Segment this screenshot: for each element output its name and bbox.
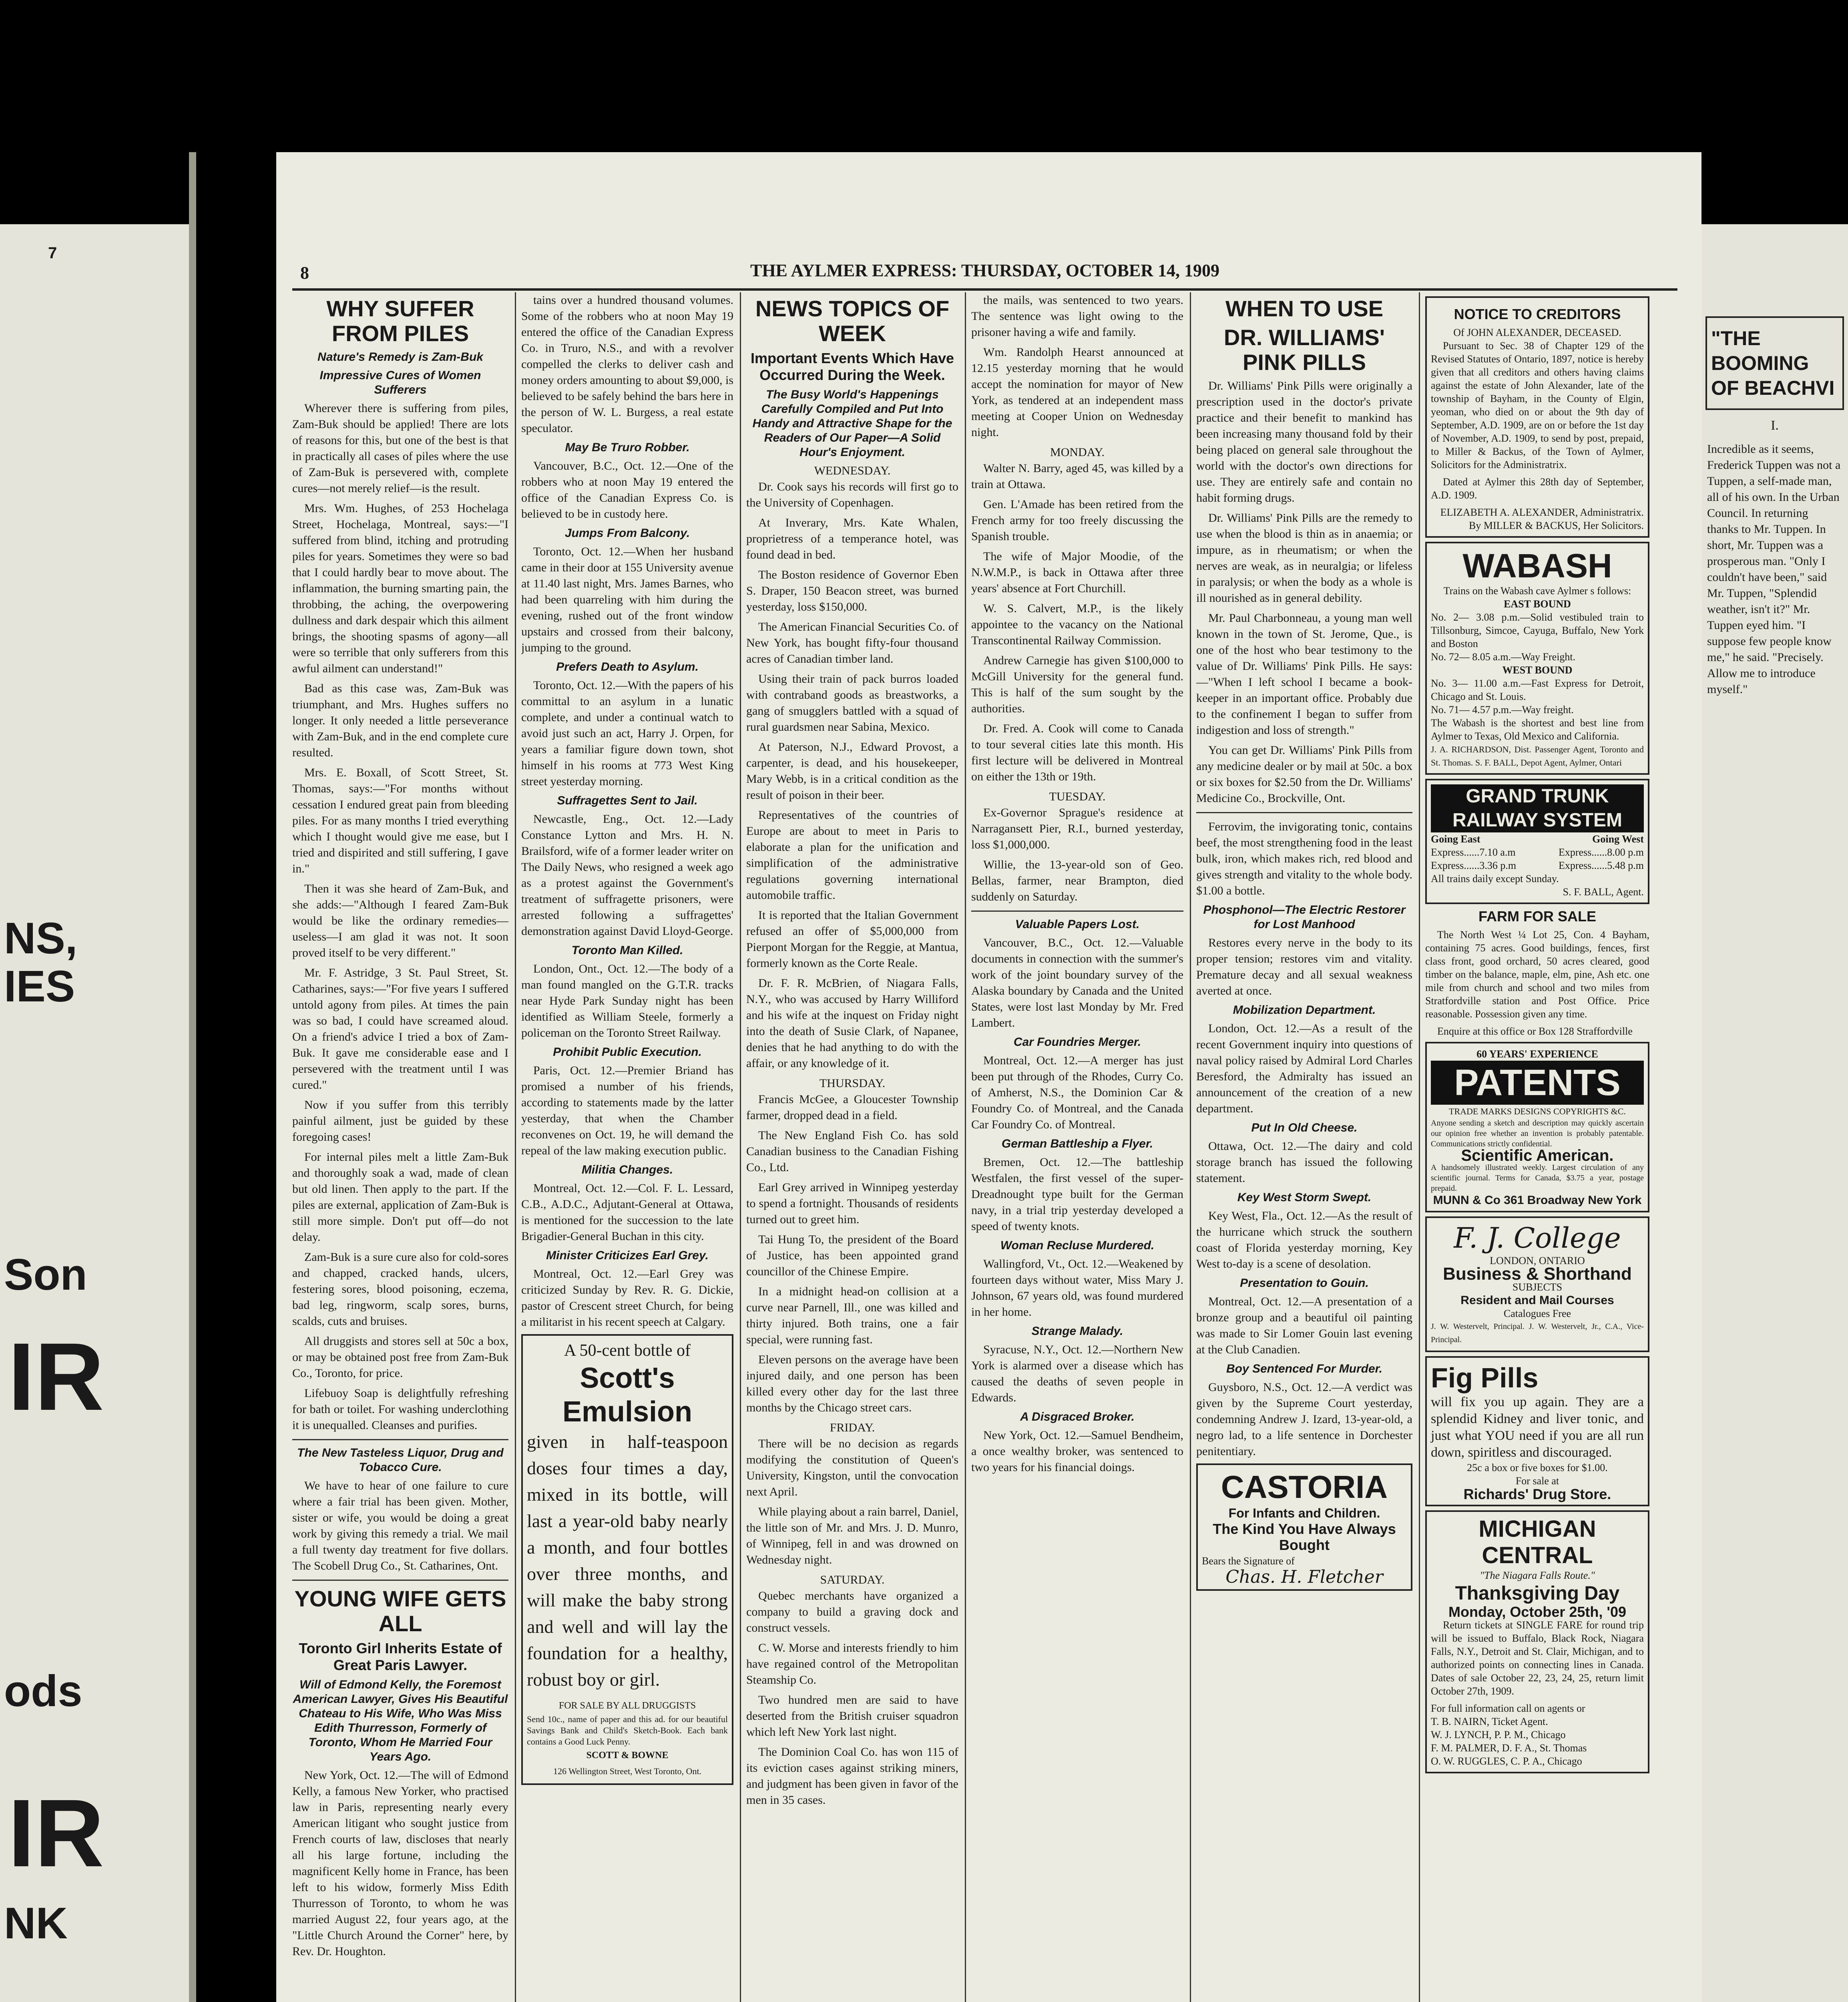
subhead-mobilization: Mobilization Department.	[1233, 1003, 1376, 1017]
paragraph: There will be no decision as regards modifying the constitution of Queen's University, Kingston, until the convocation next April.	[746, 1437, 958, 1498]
grand-trunk-headers	[1431, 832, 1644, 846]
headline-piles: WHY SUFFER FROM PILES	[326, 296, 474, 346]
book-spine	[189, 152, 196, 2002]
column-3	[746, 292, 958, 2002]
subhead-important-events: Important Events Which Have Occurred During the Week.	[750, 350, 954, 383]
newspaper-page	[276, 152, 1701, 2002]
paragraph: Paris, Oct. 12.—Premier Briand has promised a number of his friends, according to statements made by the latter yesterday, that when the Chamber reconvenes on Oct. 19, he will demand the repeal of the law making execution public.	[521, 1064, 733, 1157]
wabash-row: WEST BOUND	[1502, 664, 1573, 676]
headline-news-topics: NEWS TOPICS OF WEEK	[755, 296, 950, 346]
paragraph: Now if you suffer from this terribly painful ailment, just be guided by these foregoing cases!	[292, 1098, 508, 1144]
left-fragment-4: IR	[8, 1323, 104, 1430]
grand-trunk-row	[1431, 846, 1644, 859]
left-fragment-2: IES	[4, 962, 75, 1011]
paragraph: Syracuse, N.Y., Oct. 12.—Northern New York is alarmed over a disease which has caused the deaths of seven people in Edwards.	[971, 1343, 1183, 1404]
day-heading: FRIDAY.	[830, 1421, 875, 1434]
paragraph: Quebec merchants have organized a company to build a graving dock and construct vessels.	[746, 1589, 958, 1634]
castoria-title: CASTORIA	[1221, 1469, 1388, 1505]
michigan-central-agent: F. M. PALMER, D. F. A., St. Thomas	[1431, 1742, 1587, 1754]
right-page-fragment	[1701, 224, 1848, 2002]
college-subtitle: Business & Shorthand	[1443, 1264, 1632, 1284]
ad-title: Scott's Emulsion	[562, 1362, 693, 1428]
paragraph: Vancouver, B.C., Oct. 12.—Valuable documents in connection with the summer's work of the joint boundary survey of the Alaska boundary by Canada and the United States, were lost last Monday by Mr. Fred Lambert.	[971, 936, 1183, 1029]
masthead	[292, 260, 1677, 291]
column-rule	[1190, 292, 1191, 2002]
subhead-cures: Impressive Cures of Women Sufferers	[319, 369, 481, 396]
paragraph: Willie, the 13-year-old son of Geo. Bellas, farmer, near Brampton, died suddenly on Saturday.	[971, 858, 1183, 903]
grand-trunk-agent: S. F. BALL, Agent.	[1563, 886, 1644, 898]
subhead-broker: A Disgraced Broker.	[1020, 1410, 1135, 1423]
paragraph: Tai Hung To, the president of the Board of Justice, has been appointed grand councillor of the Chinese Empire.	[746, 1233, 958, 1278]
paragraph: It is reported that the Italian Government refused an offer of $5,000,000 from Pierpont Morgan for the Reggie, at Mantua, formerly known as the Corte Reale.	[746, 909, 958, 970]
wabash-row: No. 2— 3.08 p.m.—Solid vestibuled train to Tillsonburg, Simcoe, Cayuga, Buffalo, New York and Boston	[1431, 611, 1644, 649]
michigan-central-agent: T. B. NAIRN, Ticket Agent.	[1431, 1716, 1548, 1727]
paragraph: C. W. Morse and interests friendly to him have regained control of the Metropolitan Steamship Co.	[746, 1641, 958, 1686]
ad-signature: SCOTT & BOWNE	[586, 1750, 669, 1761]
grand-trunk-time: Express......8.00 p.m	[1558, 846, 1644, 858]
michigan-central-ad	[1425, 1510, 1649, 1773]
notice-solicitors: By MILLER & BACKUS, Her Solicitors.	[1469, 520, 1644, 531]
headline-when-to-use: WHEN TO USE	[1225, 296, 1384, 321]
grand-trunk-time: Express......3.36 p.m	[1431, 860, 1517, 871]
notice-subtitle: Of JOHN ALEXANDER, DECEASED.	[1453, 327, 1621, 338]
scotts-emulsion-ad	[521, 1334, 733, 1785]
day-heading: SATURDAY.	[820, 1573, 885, 1586]
ad-body: given in half-teaspoon doses four times a day, mixed in its bottle, will last a year-old baby nearly a month, and four bottles over three months, and will make the baby strong and well and will lay the foundation for a healthy, robust boy or girl.	[527, 1431, 728, 1690]
paragraph: Dr. Williams' Pink Pills were originally a prescription used in the doctor's private practice and their benefit to mankind has been increasing many thousand fold by their being placed on general sale throughout the world with the doctor's own directions for use. They are entirely safe and contain no habit forming drugs.	[1196, 379, 1412, 505]
paragraph: Ottawa, Oct. 12.—The dairy and cold storage branch has issued the following statement.	[1196, 1140, 1412, 1185]
grand-trunk-timetable	[1425, 779, 1649, 904]
headline-young-wife: YOUNG WIFE GETS ALL	[294, 1586, 506, 1636]
divider	[1196, 812, 1412, 813]
michigan-central-info: For full information call on agents or	[1431, 1703, 1585, 1714]
paragraph: New York, Oct. 12.—Samuel Bendheim, a once wealthy broker, was sentenced to two years for his financial doings.	[971, 1429, 1183, 1474]
paragraph: Key West, Fla., Oct. 12.—As the result of the hurricane which struck the southern coast of Florida yesterday morning, Key West to-day is a scene of desolation.	[1196, 1209, 1412, 1270]
paragraph: New York, Oct. 12.—The will of Edmond Kelly, a famous New Yorker, who practised law in Paris, representing nearly every American litigant who sought justice from French courts of law, discloses that nearly all his large fortune, including the magnificent Kelly home in France, has been left to his widow, formerly Miss Edith Thurresson of Toronto, to whom he was married August 22, four years ago, at the "Little Church Around the Corner" here, by Rev. Dr. Houghton.	[292, 1769, 508, 1958]
paragraph: The Boston residence of Governor Eben S. Draper, 150 Beacon street, was burned yesterday, loss $150,000.	[746, 568, 958, 613]
column-rule	[515, 292, 516, 2002]
subhead-kelly-will: Will of Edmond Kelly, the Foremost American Lawyer, Gives His Beautiful Chateau to His Wife, Who Was Miss Edith Thurresson, Formerly of Toronto, Whom He Married Four Years Ago.	[293, 1678, 508, 1763]
paragraph: Wm. Randolph Hearst announced at 12.15 yesterday morning that he would accept the nomination for mayor of New York, as tendered at an independent mass meeting at Cooper Union on Wednesday night.	[971, 346, 1183, 439]
castoria-tagline: The Kind You Have Always Bought	[1213, 1521, 1396, 1553]
castoria-signature: Chas. H. Fletcher	[1225, 1567, 1383, 1587]
ad-intro: A 50-cent bottle of	[564, 1341, 691, 1360]
left-fragment-1: NS,	[4, 914, 78, 963]
subhead-key-west: Key West Storm Swept.	[1237, 1191, 1372, 1204]
paragraph: Montreal, Oct. 12.—A presentation of a bronze group and a beautiful oil painting was made to Sir Lomer Gouin last evening at the Club Canadien.	[1196, 1295, 1412, 1356]
michigan-central-agent: W. J. LYNCH, P. P. M., Chicago	[1431, 1729, 1566, 1741]
paragraph: Toronto, Oct. 12.—When her husband came in their door at 155 University avenue at 11.40 last night, Mrs. James Barnes, who had been quarreling with him during the evening, rushed out of the front window upstairs and crossed from their balcony, jumping to the ground.	[521, 545, 733, 654]
paragraph: Lifebuoy Soap is delightfully refreshing for bath or toilet. For washing underclothing it is unequalled. Cleanses and purifies.	[292, 1387, 508, 1432]
paragraph: Zam-Buk is a sure cure also for cold-sores and chapped, cracked hands, ulcers, festering sores, blood poisoning, eczema, bad leg, ringworm, scalp sores, burns, scalds, cuts and bruises.	[292, 1250, 508, 1328]
munn-company: MUNN & Co 361 Broadway New York	[1433, 1194, 1642, 1207]
grand-trunk-note: All trains daily except Sunday.	[1431, 873, 1559, 884]
paragraph: All druggists and stores sell at 50c a box, or may be obtained post free from Zam-Buk Co., Toronto, for price.	[292, 1335, 508, 1380]
fig-pills-price: 25c a box or five boxes for $1.00.	[1467, 1462, 1608, 1473]
column-rule	[740, 292, 741, 2002]
college-ad	[1425, 1216, 1649, 1352]
paragraph: At Paterson, N.J., Edward Provost, a carpenter, is dead, and his housekeeper, Mary Webb, is in a critical condition as the result of poison in their beer.	[746, 740, 958, 802]
college-courses: Resident and Mail Courses	[1460, 1294, 1614, 1307]
wabash-row: No. 72— 8.05 a.m.—Way Freight.	[1431, 651, 1576, 663]
column-rule	[965, 292, 966, 2002]
subhead-recluse: Woman Recluse Murdered.	[1000, 1239, 1155, 1252]
headline-pink-pills: DR. WILLIAMS' PINK PILLS	[1223, 325, 1385, 375]
castoria-bears: Bears the Signature of	[1202, 1555, 1295, 1567]
subhead-old-cheese: Put In Old Cheese.	[1251, 1121, 1358, 1134]
grand-trunk-row	[1431, 859, 1644, 872]
castoria-ad	[1196, 1463, 1412, 1591]
day-heading: THURSDAY.	[819, 1077, 886, 1090]
wabash-east-label: EAST BOUND	[1504, 598, 1571, 610]
michigan-central-title: MICHIGAN CENTRAL	[1478, 1516, 1596, 1568]
column-1	[292, 292, 508, 2002]
subhead-truro-robber: May Be Truro Robber.	[565, 441, 690, 454]
subhead-phosphonol: Phosphonol—The Electric Restorer for Lost Manhood	[1203, 903, 1406, 931]
fig-pills-store: Richards' Drug Store.	[1463, 1486, 1611, 1502]
paragraph: Walter N. Barry, aged 45, was killed by a train at Ottawa.	[971, 462, 1183, 491]
farm-for-sale-title: FARM FOR SALE	[1478, 908, 1596, 925]
paragraph: Dr. F. R. McBrien, of Niagara Falls, N.Y., who was accused by Harry Williford and his wife at the inquest on Friday night into the death of Susie Clark, of Napanee, denies that he had anything to do with the affair, or any knowledge of it.	[746, 977, 958, 1070]
wabash-agents: J. A. RICHARDSON, Dist. Passenger Agent, Toronto and St. Thomas. S. F. BALL, Depot Agent, Aylmer, Ontari	[1431, 744, 1644, 768]
paragraph: While playing about a rain barrel, Daniel, the little son of Mr. and Mrs. J. D. Munro, of Winnipeg, fell in and was drowned on Wednesday night.	[746, 1505, 958, 1566]
column-rule	[1419, 292, 1420, 2002]
wabash-row: No. 3— 11.00 a.m.—Fast Express for Detroit, Chicago and St. Louis.	[1431, 677, 1644, 702]
farm-body: The North West ¼ Lot 25, Con. 4 Bayham, containing 75 acres. Good buildings, fences, first class front, good orchard, 50 acres cleared, good timber on the balance, maple, elm, pine, Ash etc. one mile from church and school and two miles from Stratfordville station and Post Office. Price reasonable. Possession given any time.	[1425, 929, 1649, 1020]
paragraph: Montreal, Oct. 12.—Earl Grey was criticized Sunday by Rev. R. G. Dickie, pastor of Crescent street Church, for being a militarist in his recent speech at Calgary.	[521, 1267, 733, 1329]
left-fragment-3: Son	[4, 1250, 87, 1299]
paragraph: Newcastle, Eng., Oct. 12.—Lady Constance Lytton and Mrs. H. N. Brailsford, wife of a former leader writer on The Daily News, who resigned a week ago as a protest against the Government's treatment of suffragette prisoners, were arrested following a suffragettes' demonstration against David Lloyd-George.	[521, 812, 733, 938]
paragraph: At Inverary, Mrs. Kate Whalen, proprietress of a temperance hotel, was found dead in bed.	[746, 516, 958, 561]
michigan-central-body: Return tickets at SINGLE FARE for round trip will be issued to Buffalo, Black Rock, Niagara Falls, N.Y., Detroit and St. Clair, Michigan, and to authorized points on connecting lines in Canada. Dates of sale October 22, 23, 24, 25, return limit October 27th, 1909.	[1431, 1619, 1644, 1697]
paragraph: the mails, was sentenced to two years. The sentence was light owing to the prisoner having a wife and family.	[971, 293, 1183, 339]
michigan-central-agent: O. W. RUGGLES, C. P. A., Chicago	[1431, 1755, 1582, 1767]
scientific-american-body: A handsomely illustrated weekly. Largest circulation of any scientific journal. Terms for Canada, $3.75 a year, postage prepaid.	[1431, 1163, 1644, 1193]
patents-title: PATENTS	[1431, 1061, 1644, 1105]
right-page-text: Incredible as it seems, Frederick Tuppen was not a Tuppen, a self-made man, all of his own. In the Urban Council. In returning thanks to Mr. Tuppen. In short, Mr. Tuppen was a prosperous man. "Only I couldn't have been," said Mr. Tuppen, "Splendid weather, isn't it?" Mr. Tuppen eyed him. "I suppose few people know me," he said. "Precisely. Allow me to introduce myself."	[1707, 442, 1841, 696]
wabash-note: The Wabash is the shortest and best line from Aylmer to Texas, Old Mexico and California.	[1431, 717, 1644, 742]
grand-trunk-east-label: Going East	[1431, 833, 1480, 845]
paragraph: Bremen, Oct. 12.—The battleship Westfalen, the first vessel of the super-Dreadnought type built for the German navy, in a trial trip yesterday developed a speed of twenty knots.	[971, 1156, 1183, 1233]
subhead-battleship: German Battleship a Flyer.	[1001, 1137, 1153, 1150]
subhead-suffragettes: Suffragettes Sent to Jail.	[557, 794, 698, 807]
divider	[292, 1439, 508, 1440]
subhead-gouin: Presentation to Gouin.	[1240, 1276, 1369, 1290]
left-page-number: 7	[48, 244, 57, 262]
paragraph: Wherever there is suffering from piles, Zam-Buk should be applied! There are lots of reasons for this, but one of the best is that in practically all cases of piles where the use of Zam-Buk is persevered with, complete cures—not merely relief—is the result.	[292, 402, 508, 495]
castoria-sub: For Infants and Children.	[1228, 1506, 1380, 1520]
paragraph: The wife of Major Moodie, of the N.W.M.P., is back in Ottawa after three years' absence at Fort Churchill.	[971, 550, 1183, 595]
thanksgiving-day: Thanksgiving Day	[1455, 1583, 1620, 1604]
paragraph: Wallingford, Vt., Oct. 12.—Weakened by fourteen days without water, Miss Mary J. Johnson, 67 years old, was found murdered in her home.	[971, 1257, 1183, 1319]
paragraph: Representatives of the countries of Europe are about to meet in Paris to elaborate a plan for the unification and simplification of the administrative regulations governing international automobile traffic.	[746, 808, 958, 902]
subhead-asylum: Prefers Death to Asylum.	[556, 660, 699, 673]
notice-title: NOTICE TO CREDITORS	[1454, 306, 1621, 322]
paragraph: London, Ont., Oct. 12.—The body of a man found mangled on the G.T.R. tracks near Hyde Park Sunday night has been identified as William Steele, formerly a policeman on the Toronto Street Railway.	[521, 962, 733, 1039]
left-fragment-5: ods	[4, 1666, 82, 1716]
patents-years: 60 YEARS' EXPERIENCE	[1476, 1048, 1598, 1060]
paragraph: Andrew Carnegie has given $100,000 to McGill University for the general fund. This is half of the sum sought by the authorities.	[971, 654, 1183, 715]
column-4	[971, 292, 1183, 2002]
paragraph: We have to hear of one failure to cure where a fair trial has been given. Mother, sister or wife, you would be doing a great work by giving this remedy a trial. We mail a full twenty day treatment for five dollars. The Scobell Drug Co., St. Catharines, Ont.	[292, 1479, 508, 1572]
left-fragment-6: IR	[8, 1779, 104, 1887]
right-page-headline: "THE BOOMING OF BEACHVI	[1705, 316, 1844, 410]
grand-trunk-time: Express......5.48 p.m	[1558, 860, 1644, 871]
paragraph: The New England Fish Co. has sold Canadian business to the Canadian Fishing Co., Ltd.	[746, 1129, 958, 1174]
subhead-busy-world: The Busy World's Happenings Carefully Compiled and Put Into Handy and Attractive Shape for the Readers of Our Paper—A Solid Hour's Enjoyment.	[752, 388, 952, 459]
wabash-title: WABASH	[1462, 547, 1612, 585]
paragraph: In a midnight head-on collision at a curve near Parnell, Ill., one was killed and thirty injured. Both trains, one a fair special, were running fast.	[746, 1285, 958, 1346]
subhead-balcony: Jumps From Balcony.	[564, 527, 690, 540]
paragraph: Bad as this case was, Zam-Buk was triumphant, and Mrs. Hughes suffers no longer. It only needed a little perseverance with Zam-Buk, and in the end complete cure resulted.	[292, 682, 508, 759]
paragraph: London, Oct. 12.—As a result of the recent Government inquiry into questions of naval policy raised by Admiral Lord Charles Beresford, the Admiralty has issued an announcement of the creation of a new department.	[1196, 1022, 1412, 1115]
subhead-execution: Prohibit Public Execution.	[553, 1045, 702, 1059]
farm-enquire: Enquire at this office or Box 128 Straffordville	[1437, 1025, 1633, 1037]
paragraph: W. S. Calvert, M.P., is the likely appointee to the vacancy on the National Transcontinental Railway Commission.	[971, 602, 1183, 647]
ad-address: 126 Wellington Street, West Toronto, Ont.	[553, 1766, 702, 1776]
wabash-row: No. 71— 4.57 p.m.—Way freight.	[1431, 704, 1574, 716]
paragraph: Guysboro, N.S., Oct. 12.—A verdict was given by the Supreme Court yesterday, condemning Andrew J. Izard, 13-year-old, a negro lad, to a life sentence in Dorchester penitentiary.	[1196, 1381, 1412, 1458]
paragraph: Mr. F. Astridge, 3 St. Paul Street, St. Catharines, says:—"For five years I suffered untold agony from piles. At times the pain was so bad, I could have screamed aloud. On a friend's advice I tried a box of Zam-Buk. It gave me considerable ease and I persevered with the treatment until I was cured."	[292, 966, 508, 1091]
paragraph: Eleven persons on the average have been injured daily, and one person has been killed every other day for the last three months by the Chicago street cars.	[746, 1353, 958, 1414]
subhead-tasteless-cure: The New Tasteless Liquor, Drug and Tobacco Cure.	[297, 1446, 504, 1474]
paragraph: Dr. Cook says his records will first go to the University of Copenhagen.	[746, 480, 958, 509]
paragraph: tains over a hundred thousand volumes. Some of the robbers who at noon May 19 entered the office of the Canadian Express Co. in Truro, N.S., and with a revolver compelled the clerks to deliver cash and money orders amounting to about $9,000, is believed to be safely behind the bars here in the person of W. L. Burgess, a real estate speculator.	[521, 293, 733, 435]
day-heading: WEDNESDAY.	[814, 464, 891, 477]
subhead-toronto-girl: Toronto Girl Inherits Estate of Great Paris Lawyer.	[299, 1640, 502, 1673]
subhead-toronto-man: Toronto Man Killed.	[571, 944, 683, 957]
ad-sold: FOR SALE BY ALL DRUGGISTS	[558, 1700, 696, 1711]
right-page-section: I.	[1771, 418, 1779, 433]
paragraph: You can get Dr. Williams' Pink Pills from any medicine dealer or by mail at 50c. a box or six boxes for $2.50 from the Dr. Williams' Medicine Co., Brockville, Ont.	[1196, 744, 1412, 805]
paragraph: Mrs. Wm. Hughes, of 253 Hochelaga Street, Hochelaga, Montreal, says:—"I suffered from blind, itching and protruding piles for years. Sometimes they were so bad that I could hardly bear to move about. The inflammation, the burning smarting pain, the throbbing, the aching, the overpowering dullness and dark despair which this ailment brings, the shooting spasms of agony—all were so terrible that only sufferers from this awful ailment can understand!"	[292, 502, 508, 675]
patents-ad	[1425, 1042, 1649, 1212]
notice-signature: ELIZABETH A. ALEXANDER, Administratrix.	[1440, 507, 1644, 518]
subhead-car-foundries: Car Foundries Merger.	[1013, 1035, 1141, 1049]
scientific-american-title: Scientific American.	[1461, 1147, 1614, 1164]
column-5	[1196, 292, 1412, 2002]
grand-trunk-time: Express......7.10 a.m	[1431, 846, 1516, 858]
left-fragment-7: NK	[4, 1899, 68, 1948]
paragraph: Using their train of pack burros loaded with contraband goods as breastworks, a gang of smugglers battled with a squad of rural guardsmen near Sabina, Mexico.	[746, 672, 958, 734]
paragraph: Then it was she heard of Zam-Buk, and she adds:—"Although I feared Zam-Buk would be like the ordinary remedies—useless—I am glad it was not. It soon proved itself to be very different."	[292, 882, 508, 959]
paragraph: Gen. L'Amade has been retired from the French army for too freely discussing the Spanish trouble.	[971, 498, 1183, 543]
notice-date: Dated at Aylmer this 28th day of September, A.D. 1909.	[1431, 476, 1644, 501]
paragraph: Restores every nerve in the body to its proper tension; restores vim and vitality. Premature decay and all sexual weakness averted at once.	[1196, 936, 1412, 997]
patents-body: Anyone sending a sketch and description may quickly ascertain our opinion free whether an invention is probably patentable. Communications strictly confidential.	[1431, 1119, 1644, 1148]
fig-pills-ad	[1425, 1356, 1649, 1506]
subhead-earl-grey: Minister Criticizes Earl Grey.	[546, 1249, 709, 1262]
college-city: LONDON, ONTARIO	[1490, 1255, 1585, 1266]
paragraph: Dr. Fred. A. Cook will come to Canada to tour several cities late this month. His first lecture will be delivered in Montreal on either the 13th or 19th.	[971, 722, 1183, 783]
paragraph: The American Financial Securities Co. of New York, has bought fifty-four thousand acres of Canadian timber land.	[746, 620, 958, 665]
paragraph: Montreal, Oct. 12.—A merger has just been put through of the Rhodes, Curry Co. of Amherst, N.S., the Dominion Car & Foundry Co. of Montreal, and the Canada Car Foundry Co. of Montreal.	[971, 1054, 1183, 1131]
wabash-timetable	[1425, 542, 1649, 775]
ad-small: Send 10c., name of paper and this ad. for our beautiful Savings Bank and Child's Sketch-Book. Each bank contains a Good Luck Penny.	[527, 1714, 728, 1747]
divider	[292, 1580, 508, 1581]
wabash-subtitle: Trains on the Wabash cave Aylmer s follows:	[1443, 585, 1631, 597]
page-number: 8	[300, 263, 309, 283]
paragraph: Vancouver, B.C., Oct. 12.—One of the robbers who at noon May 19 entered the office of the Canadian Express Co. is believed to be in custody here.	[521, 459, 733, 521]
paragraph: Dr. Williams' Pink Pills are the remedy to use when the blood is thin as in anaemia; or impure, as in rheumatism; or when the nerves are weak, as in neuralgia; or lifeless in paralysis; or when the body as a whole is ill nourished as in general debility.	[1196, 511, 1412, 605]
subhead-valuable-papers: Valuable Papers Lost.	[1015, 918, 1140, 931]
college-subjects: SUBJECTS	[1512, 1281, 1563, 1293]
paragraph: Toronto, Oct. 12.—With the papers of his committal to an asylum in a lunatic complete, and under a continual watch to avoid just such an act, Harry J. Orpen, for years a familiar figure down town, shot himself in his rooms at 773 West King street yesterday morning.	[521, 679, 733, 788]
newspaper-title-date: THE AYLMER EXPRESS: THURSDAY, OCTOBER 14, 1909	[750, 261, 1219, 280]
paragraph: Mrs. E. Boxall, of Scott Street, St. Thomas, says:—"For months without cessation I endured great pain from bleeding piles. For as many months I tried everything which I thought would give me ease, but I tried and dispirited and still suffering, I gave in."	[292, 766, 508, 875]
thanksgiving-date: Monday, October 25th, '09	[1448, 1604, 1626, 1620]
patents-marks: TRADE MARKS DESIGNS COPYRIGHTS &C.	[1449, 1106, 1626, 1116]
college-catalogues: Catalogues Free	[1503, 1308, 1571, 1319]
fig-pills-body: will fix you up again. They are a splendid Kidney and liver tonic, and just what YOU need if you are all run down, spiritless and discouraged.	[1431, 1395, 1644, 1460]
paragraph: Montreal, Oct. 12.—Col. F. L. Lessard, C.B., A.D.C., Adjutant-General at Ottawa, is mentioned for the succession to the late Brigadier-General Buchan in this city.	[521, 1182, 733, 1243]
fig-pills-for-sale: For sale at	[1515, 1475, 1559, 1487]
column-2	[521, 292, 733, 2002]
college-title: F. J. College	[1454, 1222, 1621, 1254]
paragraph: Earl Grey arrived in Winnipeg yesterday to spend a fortnight. Thousands of residents turned out to greet him.	[746, 1181, 958, 1226]
paragraph: Ferrovim, the invigorating tonic, contains beef, the most strengthening food in the least bulk, iron, which makes rich, red blood and gives strength and vitality to the whole body. $1.00 a bottle.	[1196, 820, 1412, 897]
subhead-boy-sentenced: Boy Sentenced For Murder.	[1226, 1362, 1383, 1375]
paragraph: For internal piles melt a little Zam-Buk and thoroughly soak a wad, made of clean but old linen. Then apply to the part. If the piles are external, application of Zam-Buk is still more simple. Don't put off—do not delay.	[292, 1150, 508, 1244]
paragraph: Two hundred men are said to have deserted from the British cruiser squadron which left New York last night.	[746, 1693, 958, 1739]
notice-to-creditors	[1425, 296, 1649, 538]
subhead-zambuk: Nature's Remedy is Zam-Buk	[317, 350, 483, 364]
grand-trunk-west-label: Going West	[1592, 833, 1644, 845]
college-staff: J. W. Westervelt, Principal. J. W. Westervelt, Jr., C.A., Vice-Principal.	[1431, 1322, 1644, 1344]
subhead-militia: Militia Changes.	[581, 1163, 673, 1176]
grand-trunk-title: GRAND TRUNK RAILWAY SYSTEM	[1431, 784, 1644, 832]
subhead-strange-malady: Strange Malady.	[1031, 1325, 1123, 1338]
day-heading: MONDAY.	[1050, 446, 1105, 459]
paragraph: The Dominion Coal Co. has won 115 of its eviction cases against striking miners, and judgment has been given in favor of the men in 35 cases.	[746, 1745, 958, 1807]
notice-body: Pursuant to Sec. 38 of Chapter 129 of the Revised Statutes of Ontario, 1897, notice is hereby given that all creditors and others having claims against the estate of John Alexander, late of the township of Bayham, in the County of Elgin, yeoman, who died on or about the 9th day of September, A.D. 1909, are on or before the 1st day of November, A.D. 1909, to send by post, prepaid, to Miller & Backus, of the Town of Aylmer, Solicitors for the Administratrix.	[1431, 340, 1644, 470]
column-6	[1425, 292, 1649, 2002]
fig-pills-title: Fig Pills	[1431, 1362, 1539, 1393]
day-heading: TUESDAY.	[1049, 790, 1106, 803]
paragraph: Mr. Paul Charbonneau, a young man well known in the town of St. Jerome, Que., is one of the host who bear testimony to the value of Dr. Williams' Pink Pills. He says:—"When I left school I became a book-keeper in an important office. Probably due to the confinement I began to suffer from indigestion and loss of strength."	[1196, 611, 1412, 737]
michigan-central-route: "The Niagara Falls Route."	[1480, 1570, 1595, 1581]
paragraph: Ex-Governor Sprague's residence at Narragansett Pier, R.I., burned yesterday, loss $1,000,000.	[971, 806, 1183, 851]
divider	[971, 911, 1183, 912]
left-page-fragment	[0, 224, 196, 2002]
paragraph: Francis McGee, a Gloucester Township farmer, dropped dead in a field.	[746, 1093, 958, 1122]
